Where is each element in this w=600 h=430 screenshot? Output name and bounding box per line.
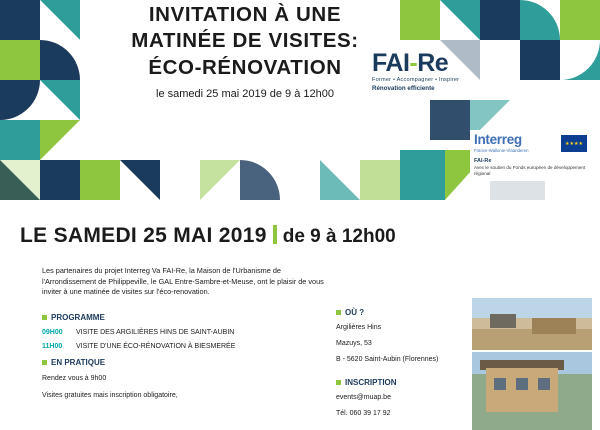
faire-logo-tagline: Former • Accompagner • Inspirer [372, 77, 460, 83]
pratique-title-row [42, 358, 342, 367]
interreg-program-name: France-Wallonie-Vlaanderen [474, 148, 529, 153]
interreg-logo-block [470, 130, 592, 181]
programme-item-time: 11H00 [42, 343, 63, 350]
headline-hours: de 9 à 12h00 [282, 226, 396, 247]
banner-title-block [80, 2, 410, 100]
eu-flag-icon [561, 135, 587, 152]
programme-title: PROGRAMME [51, 313, 105, 322]
venue-city: B - 5620 Saint-Aubin (Florennes) [336, 356, 439, 363]
programme-item [42, 343, 342, 350]
interreg-project-name: FAI-Re [474, 158, 492, 164]
inscription-title-row [336, 378, 466, 387]
photo-quarry-pile [532, 318, 576, 334]
intro-paragraph: Les partenaires du projet Interreg Va FAI-Re, la Maison de l'Urbanisme de l'Arrondissement de Philippeville, le GAL Entre-Sambre-et-Meuse, ont le plaisir de vous inviter à une matinée de visites sur l'éco-renovation. [42, 266, 324, 296]
programme-title-row [42, 313, 342, 322]
bullet-square-icon [336, 310, 341, 315]
banner-title-line3: ÉCO-RÉNOVATION [148, 56, 342, 79]
interreg-funding-note: Avec le soutien du Fonds européen de développement régional [474, 165, 586, 176]
photo-house-facade [486, 368, 558, 412]
banner [0, 0, 600, 200]
faire-logo-name [372, 50, 459, 76]
programme-item [42, 329, 342, 336]
faire-name-part2: Re [417, 49, 449, 77]
faire-name-part1: FAI [372, 49, 410, 77]
bullet-square-icon [42, 360, 47, 365]
pratique-line: Rendez vous à 9h00 [42, 375, 107, 382]
venue-name: Argilières Hins [336, 324, 382, 331]
programme-section [42, 313, 342, 350]
venue-street: Mazuys, 53 [336, 340, 372, 347]
content-area [0, 200, 600, 417]
eu-stars-icon: ★★★★ [565, 140, 583, 147]
ou-title: OÙ ? [345, 308, 365, 317]
ou-title-row [336, 308, 466, 317]
photo-house [472, 352, 592, 430]
photo-house-window [538, 378, 550, 390]
programme-item-label: VISITE DES ARGILIÈRES HINS DE SAINT-AUBIN [76, 329, 235, 336]
faire-logo-tagline2: Rénovation efficiente [372, 85, 435, 92]
inscription-phone: Tél. 060 39 17 92 [336, 410, 391, 417]
headline-date: LE SAMEDI 25 MAI 2019 [20, 224, 267, 247]
photo-house-window [516, 378, 528, 390]
photo-house-window [494, 378, 506, 390]
banner-subtitle: le samedi 25 mai 2019 de 9 à 12h00 [156, 88, 334, 100]
inscription-title: INSCRIPTION [345, 378, 397, 387]
faire-name-dot: - [409, 49, 418, 77]
headline-divider [273, 225, 277, 244]
event-headline [20, 224, 396, 248]
faire-logo-top [372, 50, 459, 92]
pratique-title: EN PRATIQUE [51, 358, 106, 367]
photo-quarry [472, 298, 592, 350]
pratique-line: Visites gratuites mais inscription obligatoire, [42, 392, 178, 399]
inscription-email[interactable]: events@muap.be [336, 394, 391, 401]
banner-title-line1: INVITATION À UNE [148, 3, 342, 26]
info-column [336, 308, 466, 419]
bullet-square-icon [336, 380, 341, 385]
photo-quarry-machine [490, 314, 516, 328]
interreg-wordmark: Interreg [474, 132, 522, 147]
programme-item-time: 09H00 [42, 329, 63, 336]
programme-item-label: VISITE D'UNE ÉCO-RÉNOVATION À BIESMERÉE [76, 343, 236, 350]
pratique-section [42, 358, 342, 401]
banner-title-line2: MATINÉE DE VISITES: [131, 29, 359, 52]
bullet-square-icon [42, 315, 47, 320]
inscription-section [336, 378, 466, 419]
